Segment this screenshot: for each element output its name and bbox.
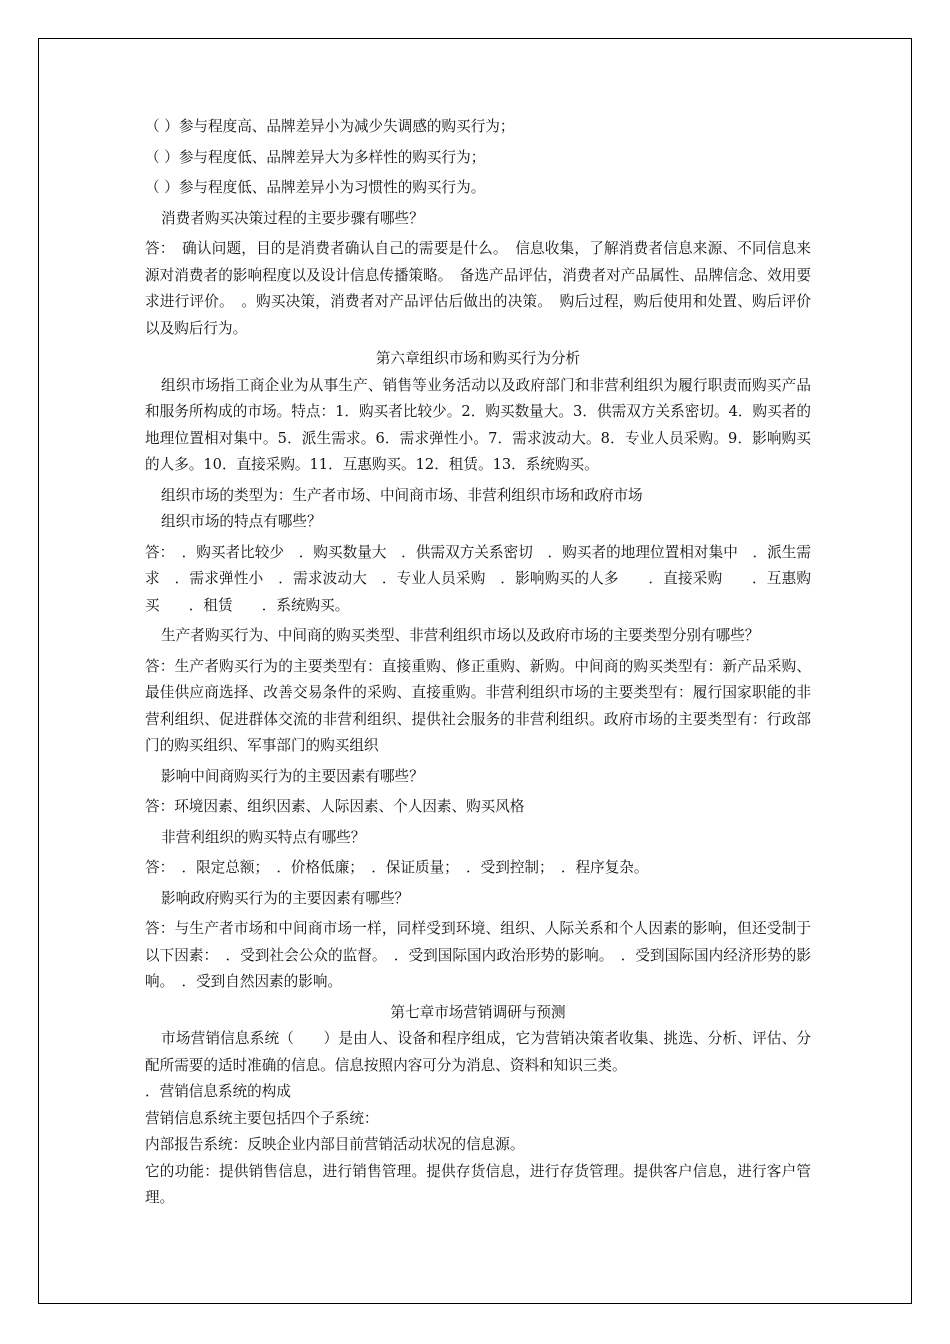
mis-definition: 市场营销信息系统（ ）是由人、设备和程序组成，它为营销决策者收集、挑选、分析、评估、分配所需要的适时准确的信息。信息按照内容可分为消息、资料和知识三类。: [145, 1030, 811, 1074]
question-decision-steps: 消费者购买决策过程的主要步骤有哪些？: [161, 209, 424, 227]
internal-report-functions: 它的功能：提供销售信息，进行销售管理。提供存货信息，进行存货管理。提供客户信息，进行客户管理。: [145, 1162, 811, 1206]
answer-nonprofit-features: 答： ．限定总额； ．价格低廉； ．保证质量； ．受到控制； ．程序复杂。: [145, 859, 649, 876]
mis-composition-title: ．营销信息系统的构成: [145, 1083, 291, 1100]
answer-org-market-features: 答： ．购买者比较少 ．购买数量大 ．供需双方关系密切 ．购买者的地理位置相对集中 ．派生需求 ．需求弹性小 ．需求波动大 ．专业人员采购 ．影响购买的人多 ．直接采购 ．互惠购买 ．租赁 ．系统购买。: [145, 543, 811, 614]
chapter-7-heading: 第七章市场营销调研与预测: [390, 1003, 566, 1021]
question-nonprofit-features: 非营利组织的购买特点有哪些？: [161, 828, 366, 846]
organizational-market-definition: 组织市场指工商企业为从事生产、销售等业务活动以及政府部门和非营利组织为履行职责而购买产品和服务所构成的市场。特点：1．购买者比较少。2．购买数量大。3．供需双方关系密切。4．购买者的地理位置相对集中。5．派生需求。6．需求弹性小。7．需求波动大。8．专业人员采购。9．影响购买的人多。10．直接采购。11．互惠购买。12．租赁。13．系统购买。: [145, 376, 811, 473]
chapter-6-heading: 第六章组织市场和购买行为分析: [375, 350, 581, 367]
question-government-factors: 影响政府购买行为的主要因素有哪些？: [161, 889, 410, 907]
organizational-market-types: 组织市场的类型为：生产者市场、中间商市场、非营利组织市场和政府市场: [161, 486, 643, 504]
answer-government-factors: 答：与生产者市场和中间商市场一样，同样受到环境、组织、人际关系和个人因素的影响，但还受制于以下因素： ．受到社会公众的监督。 ．受到国际国内政治形势的影响。 ．受到国际国内经济形势的影响。 ．受到自然因素的影响。: [145, 920, 811, 990]
option-line-habitual: （ ）参与程度低、品牌差异小为习惯性的购买行为。: [145, 179, 486, 196]
option-line-high-involvement: （ ）参与程度高、品牌差异小为减少失调感的购买行为；: [145, 118, 515, 135]
option-line-variety-seeking: （ ）参与程度低、品牌差异大为多样性的购买行为；: [145, 148, 486, 166]
answer-purchase-types: 答：生产者购买行为的主要类型有：直接重购、修正重购、新购。中间商的购买类型有：新产品采购、最佳供应商选择、改善交易条件的采购、直接重购。非营利组织市场的主要类型有：履行国家职能的非营利组织、促进群体交流的非营利组织、提供社会服务的非营利组织。政府市场的主要类型有：行政部门的购买组织、军事部门的购买组织: [145, 657, 811, 754]
internal-report-system: 内部报告系统：反映企业内部目前营销活动状况的信息源。: [145, 1136, 525, 1153]
answer-decision-steps: 答： 确认问题，目的是消费者确认自己的需要是什么。 信息收集，了解消费者信息来源、不同信息来源对消费者的影响程度以及设计信息传播策略。 备选产品评估，消费者对产品属性、品牌信念、效用要求进行评价。 。购买决策，消费者对产品评估后做出的决策。 购后过程，购后使用和处置、购后评价以及购后行为。: [145, 240, 811, 337]
question-org-market-features: 组织市场的特点有哪些？: [161, 513, 322, 530]
mis-subsystems-intro: 营销信息系统主要包括四个子系统：: [145, 1109, 379, 1127]
document-body: [145, 114, 811, 1212]
answer-reseller-factors: 答：环境因素、组织因素、人际因素、个人因素、购买风格: [145, 798, 525, 815]
question-purchase-types: 生产者购买行为、中间商的购买类型、非营利组织市场以及政府市场的主要类型分别有哪些？: [161, 627, 760, 644]
question-reseller-factors: 影响中间商购买行为的主要因素有哪些？: [161, 767, 424, 785]
